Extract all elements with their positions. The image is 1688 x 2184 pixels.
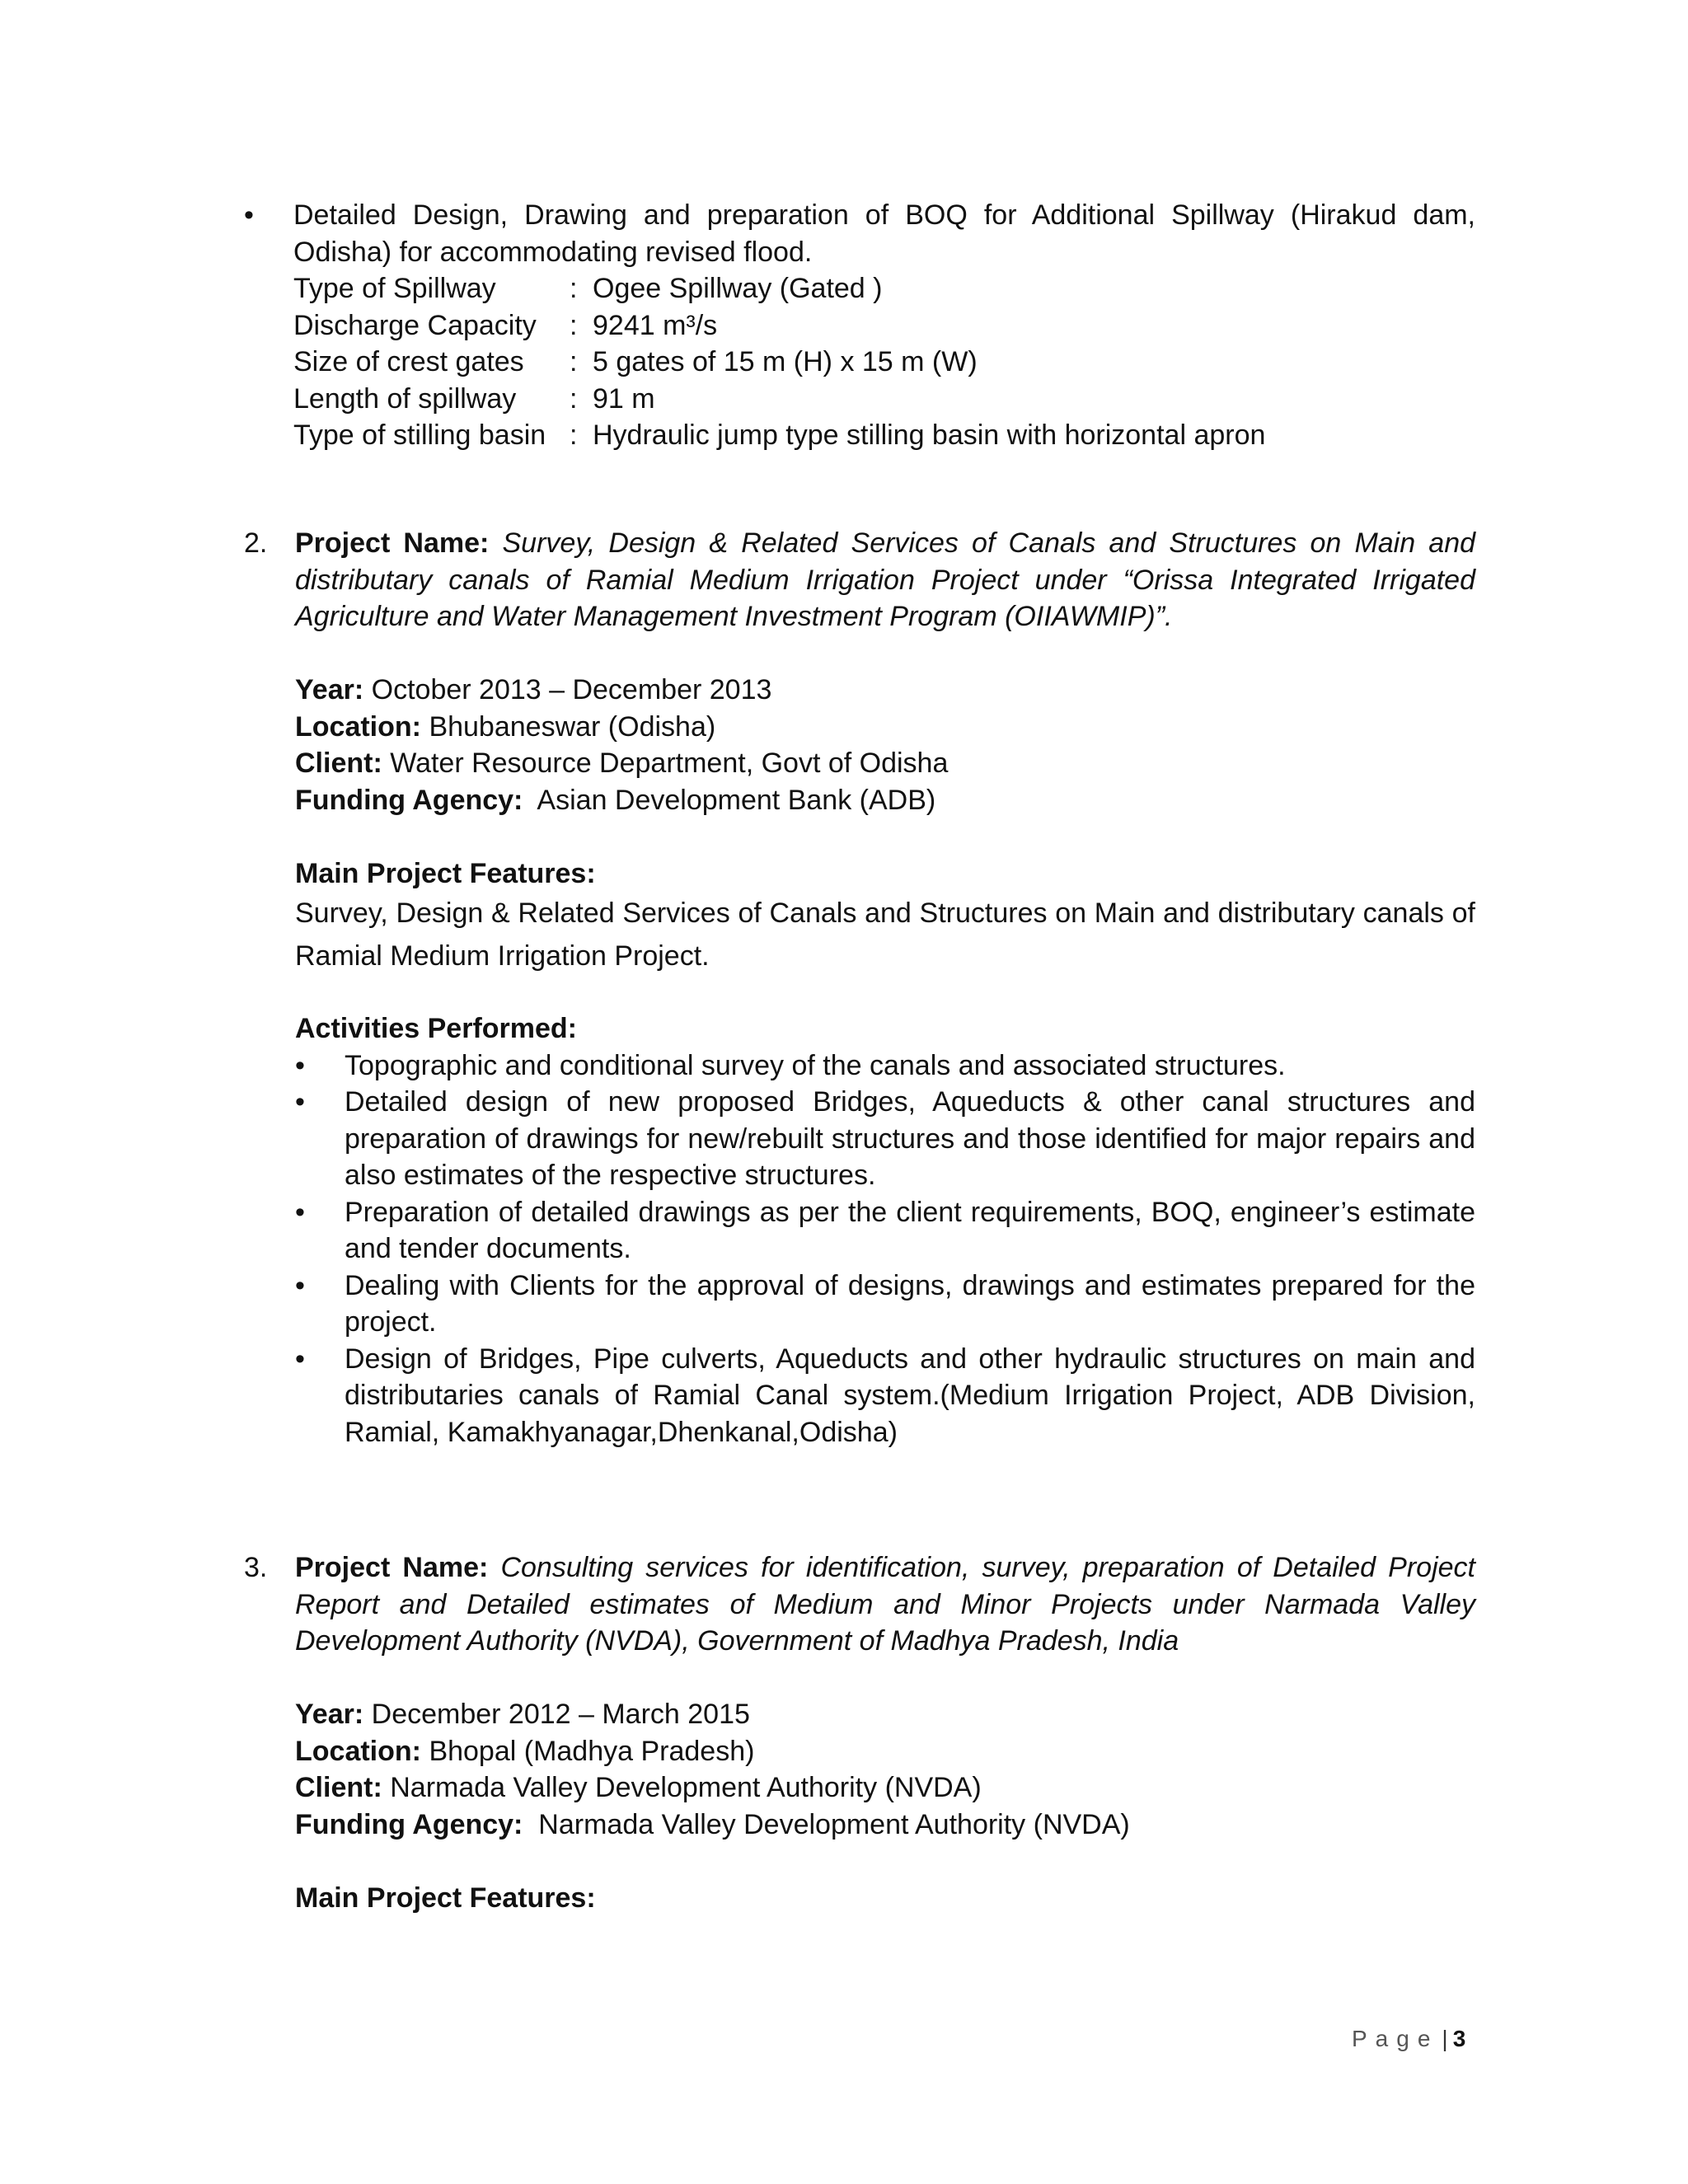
spec-colon: :	[570, 346, 578, 377]
client-label: Client:	[295, 748, 382, 779]
spec-label: Discharge Capacity	[293, 309, 537, 341]
client-value: Narmada Valley Development Authority (NVDA)	[390, 1772, 982, 1803]
project-name-label: Project Name:	[295, 1552, 489, 1583]
funding-label: Funding Agency:	[295, 1808, 523, 1840]
list-item: • Dealing with Clients for the approval of designs, drawings and estimates prepared for the project.	[295, 1268, 1475, 1341]
project-meta	[295, 672, 1475, 818]
list-item: • Preparation of detailed drawings as per the client requirements, BOQ, engineer’s estimate and tender documents.	[295, 1194, 1475, 1268]
project-meta	[295, 1696, 1475, 1843]
spec-value: Ogee Spillway (Gated )	[593, 273, 883, 304]
year-value: October 2013 – December 2013	[371, 674, 772, 705]
page-number: 3	[1452, 2026, 1466, 2051]
year-label: Year:	[295, 674, 364, 705]
features-text: Survey, Design & Related Services of Canals and Structures on Main and distributary canals of Ramial Medium Irrigation Project.	[295, 898, 1475, 972]
project-name: Consulting services for identification, survey, preparation of Detailed Project Report and Detailed estimates of Medium and Minor Projects under Narmada Valley Development Authority (NVDA), Government of Madhya Pradesh, India	[295, 1552, 1475, 1657]
list-item: • Topographic and conditional survey of the canals and associated structures.	[295, 1047, 1475, 1085]
location-label: Location:	[295, 710, 421, 743]
project-number: 3.	[244, 1552, 268, 1583]
project-name: Survey, Design & Related Services of Canals and Structures on Main and distributary canals of Ramial Medium Irrigation Project under “Orissa Integrated Irrigated Agriculture and Water Management Investment Program (OIIAWMIP)”.	[295, 527, 1476, 632]
funding-value: Narmada Valley Development Authority (NVDA)	[538, 1808, 1130, 1840]
spec-colon: :	[570, 309, 578, 341]
top-section	[293, 197, 1475, 454]
spec-row	[293, 381, 1475, 418]
project-title-paragraph	[295, 525, 1475, 635]
top-bullet-list	[244, 197, 1475, 270]
year-value: December 2012 – March 2015	[371, 1699, 750, 1730]
spec-colon: :	[570, 273, 578, 304]
spec-row	[293, 417, 1475, 454]
spec-label: Type of stilling basin	[293, 419, 546, 451]
location-value: Bhopal (Madhya Pradesh)	[429, 1735, 755, 1767]
footer-separator: |	[1442, 2026, 1448, 2051]
project-2	[244, 525, 1475, 1451]
client-label: Client:	[295, 1772, 382, 1803]
project-number: 2.	[244, 527, 268, 559]
year-label: Year:	[295, 1699, 364, 1730]
spec-row	[293, 270, 1475, 307]
spec-row	[293, 344, 1475, 381]
page-footer	[1352, 2026, 1465, 2052]
top-bullet-text: Detailed Design, Drawing and preparation of BOQ for Additional Spillway (Hirakud dam, Odisha) for accommodating revised flood.	[293, 199, 1475, 268]
features-heading: Main Project Features:	[295, 857, 596, 889]
project-name-label: Project Name:	[295, 527, 490, 559]
spec-colon: :	[570, 382, 578, 415]
client-value: Water Resource Department, Govt of Odisha	[390, 748, 949, 779]
spec-label: Size of crest gates	[293, 346, 524, 377]
activities-heading: Activities Performed:	[295, 1013, 577, 1044]
project-3	[244, 1549, 1475, 1916]
spec-value: Hydraulic jump type stilling basin with horizontal apron	[593, 419, 1266, 451]
list-item	[244, 197, 1475, 270]
features-heading: Main Project Features:	[295, 1882, 596, 1914]
funding-value: Asian Development Bank (ADB)	[537, 784, 936, 816]
spec-value: 5 gates of 15 m (H) x 15 m (W)	[593, 346, 978, 377]
project-title-paragraph	[295, 1549, 1475, 1660]
spillway-specs	[293, 270, 1475, 454]
funding-label: Funding Agency:	[295, 784, 523, 816]
activities-list	[295, 1047, 1475, 1451]
spec-value: 91 m	[593, 382, 655, 415]
spec-row	[293, 307, 1475, 344]
spec-colon: :	[570, 419, 578, 451]
list-item: • Detailed design of new proposed Bridges, Aqueducts & other canal structures and preparation of drawings for new/rebuilt structures and those identified for major repairs and also estimates of the respective structures.	[295, 1084, 1475, 1194]
list-item: • Design of Bridges, Pipe culverts, Aqueducts and other hydraulic structures on main and distributaries canals of Ramial Canal system.(Medium Irrigation Project, ADB Division, Ramial, Kamakhyanagar,Dhenkanal,Odisha)	[295, 1341, 1475, 1451]
spec-label: Length of spillway	[293, 382, 517, 415]
page-word: Page	[1352, 2026, 1439, 2051]
spec-value: 9241 m³/s	[593, 309, 718, 341]
location-value: Bhubaneswar (Odisha)	[429, 710, 716, 743]
spec-label: Type of Spillway	[293, 273, 496, 304]
location-label: Location:	[295, 1735, 421, 1767]
